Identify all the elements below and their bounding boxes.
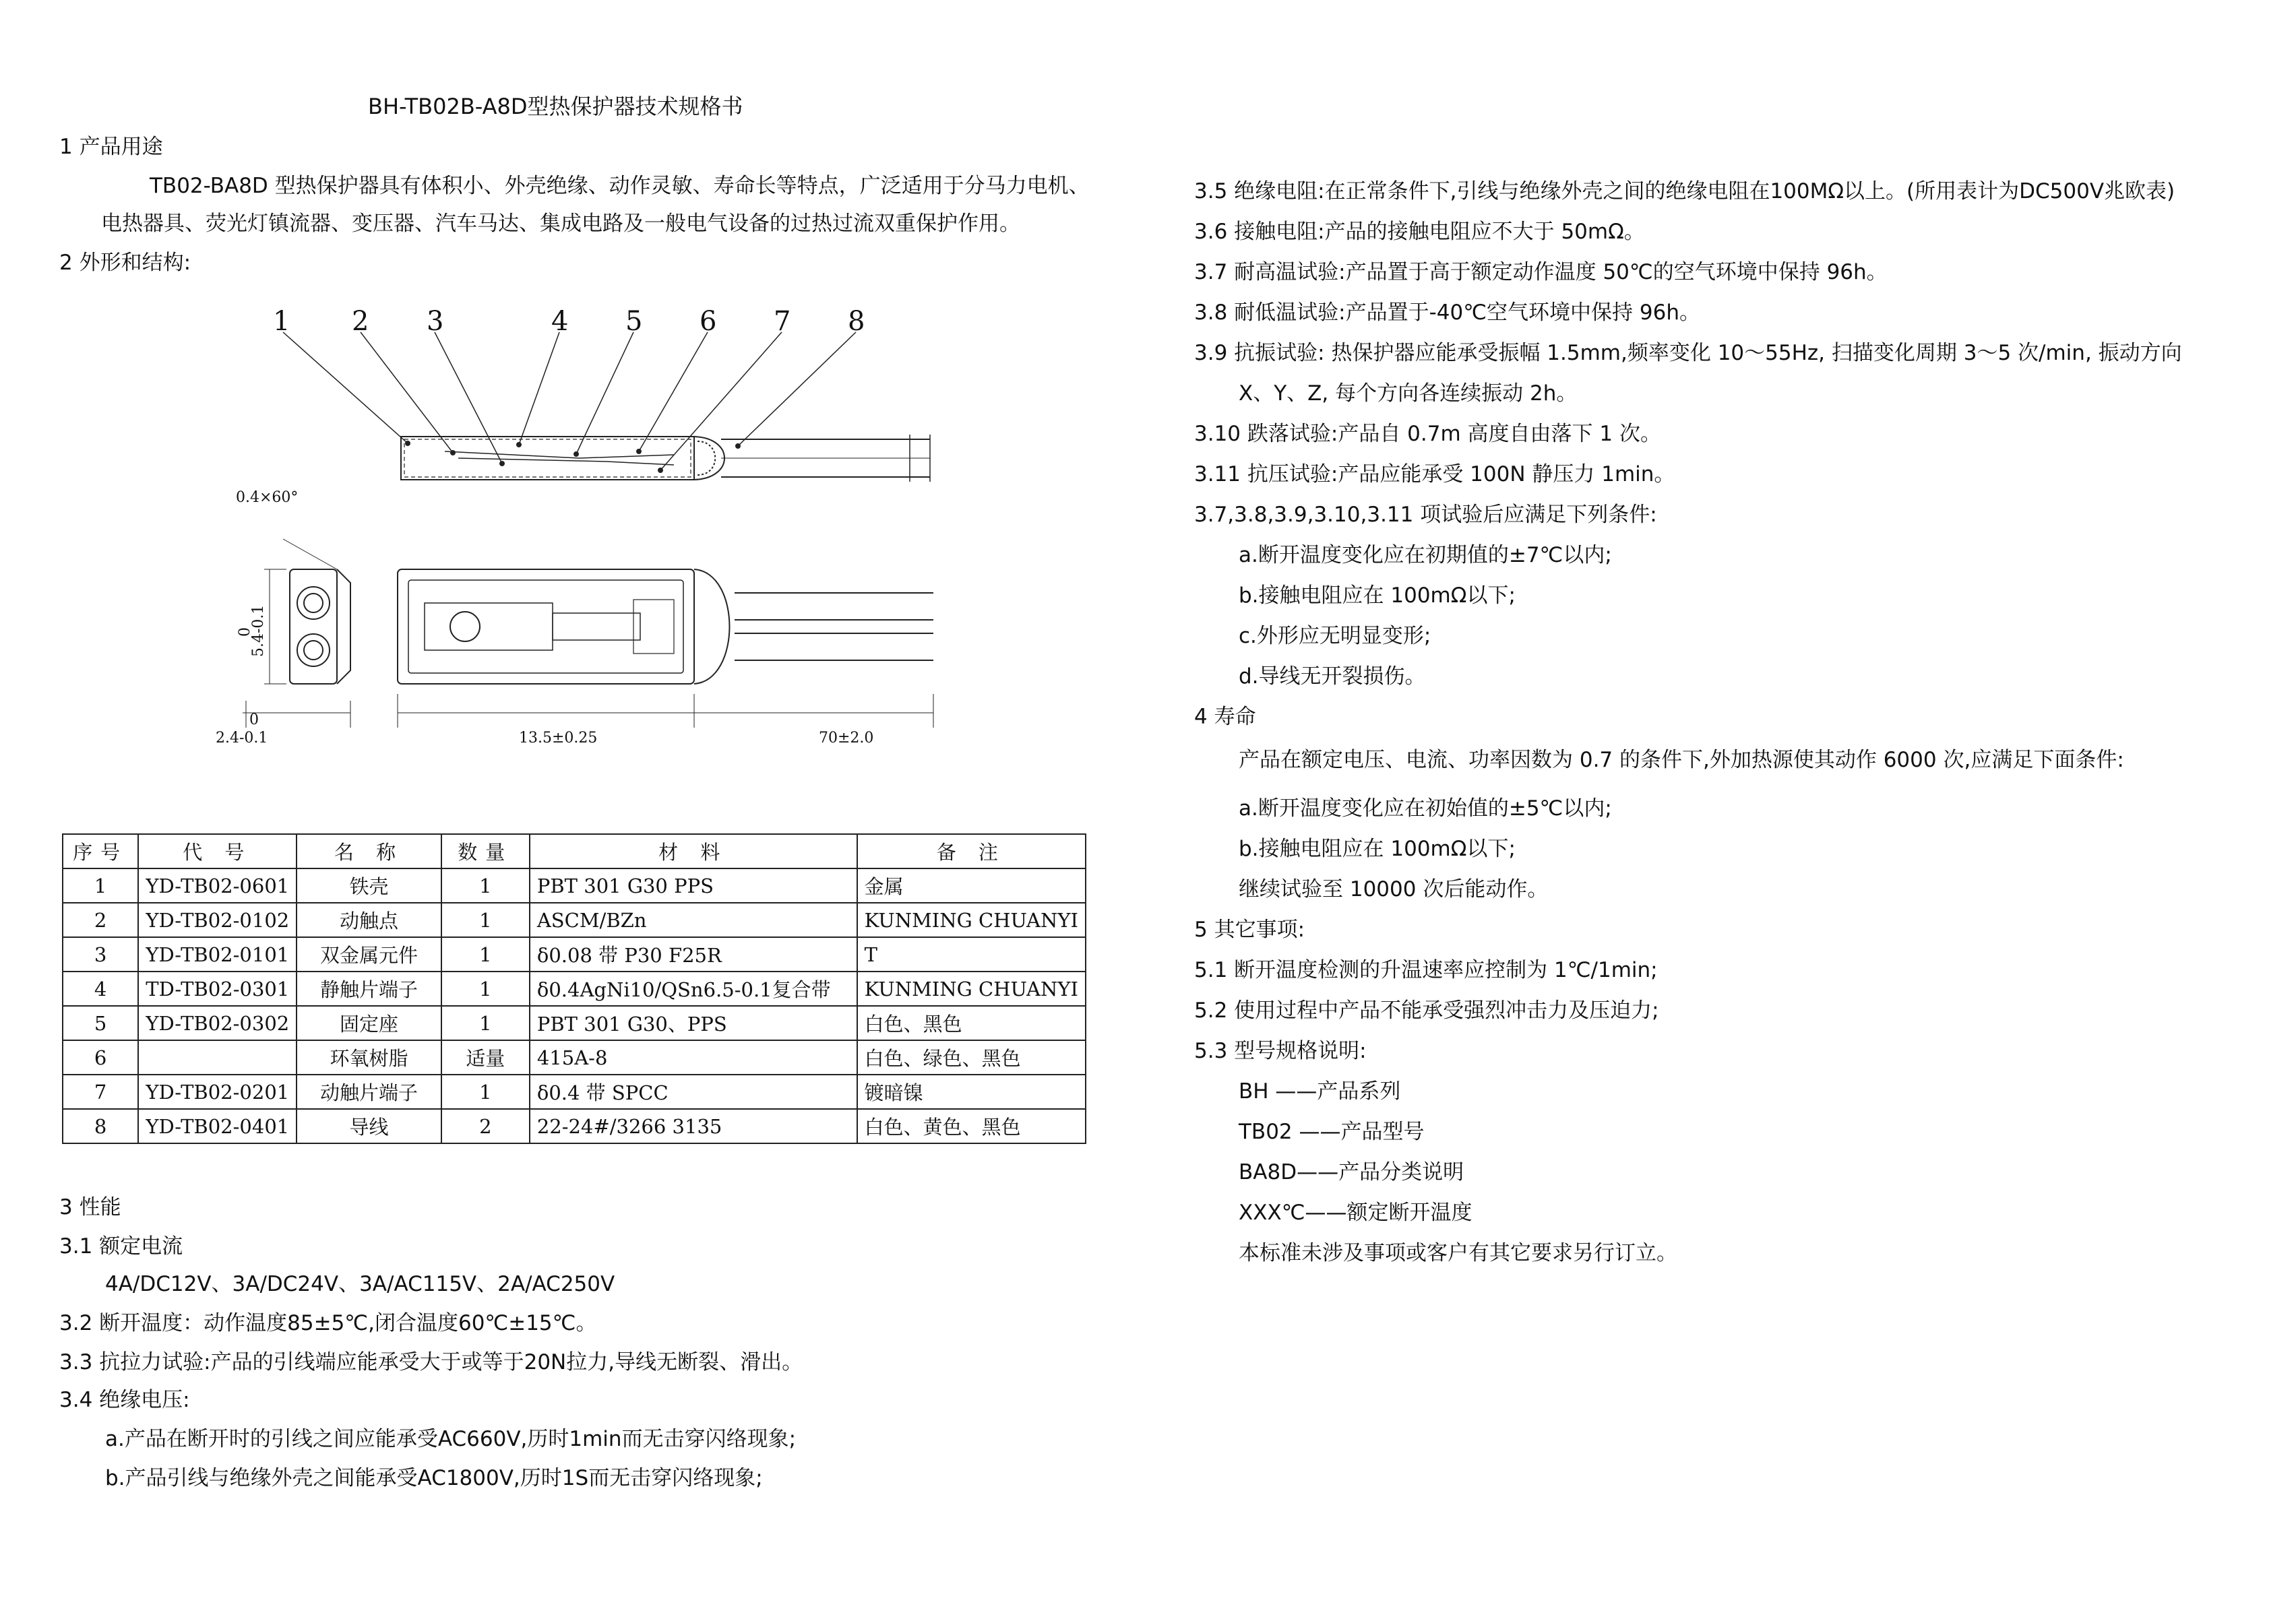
dim-width: 2.4-0.1 xyxy=(216,730,268,747)
cell-name: 动触点 xyxy=(297,903,441,937)
life-condition-b: b.接触电阻应在 100mΩ以下; xyxy=(1239,837,1516,861)
cell-remark: 白色、绿色、黑色 xyxy=(857,1040,1086,1075)
cell-remark: 白色、黄色、黑色 xyxy=(857,1109,1086,1143)
table-header-row xyxy=(63,834,1086,868)
cell-index: 1 xyxy=(63,868,138,903)
cell-name: 环氧树脂 xyxy=(297,1040,441,1075)
section-3-2: 3.2 断开温度：动作温度85±5℃,闭合温度60℃±15℃。 xyxy=(59,1311,597,1335)
dim-chamfer: 0.4×60° xyxy=(236,489,299,506)
cell-remark: 白色、黑色 xyxy=(857,1006,1086,1040)
model-series: BH ——产品系列 xyxy=(1239,1079,1401,1104)
table-row xyxy=(63,972,1086,1006)
cell-code: YD-TB02-0302 xyxy=(138,1006,297,1040)
closing-note: 本标准未涉及事项或客户有其它要求另行订立。 xyxy=(1239,1241,1677,1265)
callout-2: 2 xyxy=(352,306,369,337)
cell-quantity: 1 xyxy=(441,868,530,903)
section-3-1: 3.1 额定电流 xyxy=(59,1234,183,1259)
cell-index: 6 xyxy=(63,1040,138,1075)
table-row xyxy=(63,903,1086,937)
cell-code: YD-TB02-0102 xyxy=(138,903,297,937)
cell-index: 3 xyxy=(63,937,138,972)
cell-quantity: 1 xyxy=(441,903,530,937)
section-3-9: 3.9 抗振试验: 热保护器应能承受振幅 1.5mm,频率变化 10～55Hz, 扫描变化周期 3～5 次/min, 振动方向 xyxy=(1194,341,2182,365)
cell-name: 导线 xyxy=(297,1109,441,1143)
protector-drawing xyxy=(202,296,957,768)
section-1-paragraph-line1: TB02-BA8D 型热保护器具有体积小、外壳绝缘、动作灵敏、寿命长等特点，广泛适用于分马力电机、 xyxy=(150,174,1090,198)
cell-quantity: 1 xyxy=(441,1075,530,1109)
dim-height: 5.4-0.1 xyxy=(250,604,267,657)
section-view xyxy=(401,435,930,482)
condition-c: c.外形应无明显变形; xyxy=(1239,624,1431,648)
cell-material: δ0.4AgNi10/QSn6.5-0.1复合带 xyxy=(530,972,857,1006)
model-class: BA8D——产品分类说明 xyxy=(1239,1160,1464,1184)
cell-material: δ0.08 带 P30 F25R xyxy=(530,937,857,972)
cell-material: 415A-8 xyxy=(530,1040,857,1075)
cell-remark: 镀暗镍 xyxy=(857,1075,1086,1109)
cell-remark: KUNMING CHUANYI xyxy=(857,972,1086,1006)
section-3-4-a: a.产品在断开时的引线之间应能承受AC660V,历时1min而无击穿闪络现象; xyxy=(105,1427,797,1451)
cell-name: 动触片端子 xyxy=(297,1075,441,1109)
cell-index: 8 xyxy=(63,1109,138,1143)
section-1-paragraph-line2: 电热器具、荧光灯镇流器、变压器、汽车马达、集成电路及一般电气设备的过热过流双重保护作用。 xyxy=(101,212,1020,236)
table-row xyxy=(63,1109,1086,1143)
section-5-heading: 5 其它事项: xyxy=(1194,918,1305,942)
cell-name: 固定座 xyxy=(297,1006,441,1040)
cell-name: 铁壳 xyxy=(297,868,441,903)
parts-table xyxy=(62,833,1086,1144)
document-title: BH-TB02B-A8D型热保护器技术规格书 xyxy=(368,94,743,119)
condition-d: d.导线无开裂损伤。 xyxy=(1239,664,1426,689)
callout-8: 8 xyxy=(848,306,865,337)
callout-7: 7 xyxy=(774,306,791,337)
header-name: 名 称 xyxy=(297,834,441,868)
section-3-11: 3.11 抗压试验:产品应能承受 100N 静压力 1min。 xyxy=(1194,462,1675,486)
dim-lead: 70±2.0 xyxy=(819,730,874,747)
cell-code xyxy=(138,1040,297,1075)
cell-material: ASCM/BZn xyxy=(530,903,857,937)
section-3-4: 3.4 绝缘电压: xyxy=(59,1388,190,1412)
callout-1: 1 xyxy=(273,306,290,337)
dim-width-top: 0 xyxy=(249,711,259,728)
section-3-10: 3.10 跌落试验:产品自 0.7m 高度自由落下 1 次。 xyxy=(1194,422,1661,446)
life-condition-a: a.断开温度变化应在初始值的±5℃以内; xyxy=(1239,796,1612,821)
callout-numbers xyxy=(273,306,865,337)
table-row xyxy=(63,1075,1086,1109)
cell-index: 2 xyxy=(63,903,138,937)
header-code: 代 号 xyxy=(138,834,297,868)
table-row xyxy=(63,1006,1086,1040)
cell-material: δ0.4 带 SPCC xyxy=(530,1075,857,1109)
section-4-paragraph: 产品在额定电压、电流、功率因数为 0.7 的条件下,外加热源使其动作 6000 次,应满足下面条件: xyxy=(1239,748,2124,772)
cell-code: YD-TB02-0401 xyxy=(138,1109,297,1143)
model-temperature: XXX℃——额定断开温度 xyxy=(1239,1201,1472,1225)
section-3-5: 3.5 绝缘电阻:在正常条件下,引线与绝缘外壳之间的绝缘电阻在100MΩ以上。(所用表计为DC500V兆欧表) xyxy=(1194,179,2175,203)
cell-material: PBT 301 G30 PPS xyxy=(530,868,857,903)
section-5-2: 5.2 使用过程中产品不能承受强烈冲击力及压迫力; xyxy=(1194,998,1659,1023)
cell-remark: T xyxy=(857,937,1086,972)
dim-height-top: 0 xyxy=(237,627,253,637)
cell-code: YD-TB02-0601 xyxy=(138,868,297,903)
table-row xyxy=(63,868,1086,903)
callout-leaders xyxy=(283,332,856,470)
header-material: 材 料 xyxy=(530,834,857,868)
condition-a: a.断开温度变化应在初期值的±7℃以内; xyxy=(1239,543,1612,567)
section-4-heading: 4 寿命 xyxy=(1194,705,1256,729)
section-1-heading: 1 产品用途 xyxy=(59,135,163,159)
cell-remark: KUNMING CHUANYI xyxy=(857,903,1086,937)
dim-body: 13.5±0.25 xyxy=(519,730,598,747)
callout-4: 4 xyxy=(551,306,569,337)
cell-quantity: 1 xyxy=(441,972,530,1006)
cell-material: PBT 301 G30、PPS xyxy=(530,1006,857,1040)
header-index: 序号 xyxy=(63,834,138,868)
cell-material: 22-24#/3266 3135 xyxy=(530,1109,857,1143)
section-3-heading: 3 性能 xyxy=(59,1195,121,1219)
cell-name: 双金属元件 xyxy=(297,937,441,972)
condition-b: b.接触电阻应在 100mΩ以下; xyxy=(1239,583,1516,608)
section-5-1: 5.1 断开温度检测的升温速率应控制为 1℃/1min; xyxy=(1194,958,1658,982)
section-3-9-cont: X、Y、Z, 每个方向各连续振动 2h。 xyxy=(1239,381,1578,406)
section-3-4-b: b.产品引线与绝缘外壳之间能承受AC1800V,历时1S而无击穿闪络现象; xyxy=(105,1466,763,1490)
cell-quantity: 2 xyxy=(441,1109,530,1143)
table-row xyxy=(63,937,1086,972)
cell-quantity: 适量 xyxy=(441,1040,530,1075)
header-quantity: 数量 xyxy=(441,834,530,868)
life-continue: 继续试验至 10000 次后能动作。 xyxy=(1239,877,1549,901)
section-3-1-values: 4A/DC12V、3A/DC24V、3A/AC115V、2A/AC250V xyxy=(105,1272,615,1296)
callout-6: 6 xyxy=(700,306,717,337)
table-row xyxy=(63,1040,1086,1075)
callout-3: 3 xyxy=(427,306,444,337)
cell-remark: 金属 xyxy=(857,868,1086,903)
cell-index: 4 xyxy=(63,972,138,1006)
cell-code: TD-TB02-0301 xyxy=(138,972,297,1006)
section-3-8: 3.8 耐低温试验:产品置于-40℃空气环境中保持 96h。 xyxy=(1194,300,1700,325)
cell-index: 5 xyxy=(63,1006,138,1040)
section-5-3: 5.3 型号规格说明: xyxy=(1194,1039,1367,1063)
cell-quantity: 1 xyxy=(441,937,530,972)
header-remark: 备 注 xyxy=(857,834,1086,868)
callout-5: 5 xyxy=(625,306,643,337)
section-3-6: 3.6 接触电阻:产品的接触电阻应不大于 50mΩ。 xyxy=(1194,220,1645,244)
cell-quantity: 1 xyxy=(441,1006,530,1040)
section-2-heading: 2 外形和结构: xyxy=(59,251,191,275)
test-conditions-heading: 3.7,3.8,3.9,3.10,3.11 项试验后应满足下列条件: xyxy=(1194,503,1657,527)
cell-name: 静触片端子 xyxy=(297,972,441,1006)
cell-index: 7 xyxy=(63,1075,138,1109)
cell-code: YD-TB02-0101 xyxy=(138,937,297,972)
cell-code: YD-TB02-0201 xyxy=(138,1075,297,1109)
section-3-3: 3.3 抗拉力试验:产品的引线端应能承受大于或等于20N拉力,导线无断裂、滑出。 xyxy=(59,1350,803,1374)
plan-view xyxy=(398,569,933,728)
model-type: TB02 ——产品型号 xyxy=(1239,1120,1425,1144)
section-3-7: 3.7 耐高温试验:产品置于高于额定动作温度 50℃的空气环境中保持 96h。 xyxy=(1194,260,1888,284)
